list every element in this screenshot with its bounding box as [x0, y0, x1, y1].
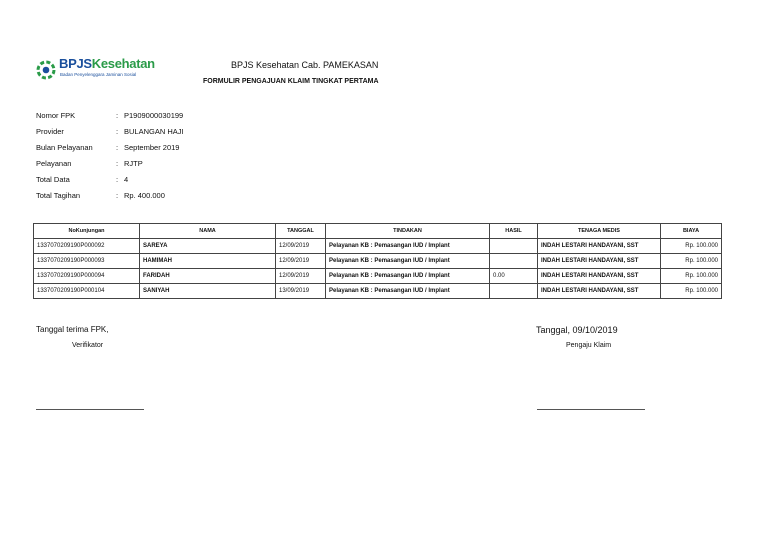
info-value: BULANGAN HAJI: [124, 127, 184, 136]
table-row: [34, 284, 722, 299]
col-header-tanggal: TANGGAL: [276, 224, 326, 239]
table-row: [34, 269, 722, 284]
cell-hasil: [490, 284, 538, 299]
cell-tenaga-medis: INDAH LESTARI HANDAYANI, SST: [538, 254, 661, 269]
col-header-tindakan: TINDAKAN: [326, 224, 490, 239]
cell-tanggal: 12/09/2019: [276, 254, 326, 269]
document-title: BPJS Kesehatan Cab. PAMEKASAN: [231, 60, 379, 70]
claimant-signature-line: [537, 409, 645, 410]
cell-tenaga-medis: INDAH LESTARI HANDAYANI, SST: [538, 269, 661, 284]
info-label: Total Data: [36, 175, 70, 184]
verifier-signature-line: [36, 409, 144, 410]
cell-tindakan: Pelayanan KB : Pemasangan IUD / Implant: [326, 239, 490, 254]
info-separator: :: [116, 111, 119, 120]
cell-nokunjungan: 1337070209190P000104: [34, 284, 140, 299]
cell-nama: FARIDAH: [140, 269, 276, 284]
info-value: RJTP: [124, 159, 143, 168]
cell-tanggal: 12/09/2019: [276, 269, 326, 284]
info-separator: :: [116, 143, 119, 152]
info-label: Nomor FPK: [36, 111, 76, 120]
col-header-biaya: BIAYA: [661, 224, 722, 239]
document-subtitle: FORMULIR PENGAJUAN KLAIM TINGKAT PERTAMA: [203, 78, 379, 85]
table-header-row: [34, 224, 722, 239]
cell-tanggal: 12/09/2019: [276, 239, 326, 254]
cell-tenaga-medis: INDAH LESTARI HANDAYANI, SST: [538, 239, 661, 254]
info-separator: :: [116, 159, 119, 168]
bpjs-logo: [36, 58, 166, 84]
claimant-label: Pengaju Klaim: [566, 342, 612, 349]
verifier-label: Verifikator: [72, 342, 104, 349]
logo-subtitle: Badan Penyelenggara Jaminan Sosial: [60, 72, 137, 77]
claims-table: [33, 223, 722, 299]
info-label: Pelayanan: [36, 159, 72, 168]
table-row: [34, 239, 722, 254]
info-separator: :: [116, 127, 119, 136]
cell-nama: SANIYAH: [140, 284, 276, 299]
cell-tanggal: 13/09/2019: [276, 284, 326, 299]
cell-nokunjungan: 1337070209190P000092: [34, 239, 140, 254]
col-header-tenaga-medis: TENAGA MEDIS: [538, 224, 661, 239]
cell-nokunjungan: 1337070209190P000093: [34, 254, 140, 269]
submission-date: Tanggal, 09/10/2019: [536, 325, 618, 335]
col-header-hasil: HASIL: [490, 224, 538, 239]
col-header-nama: NAMA: [140, 224, 276, 239]
cell-hasil: 0.00: [490, 269, 538, 284]
info-value: 4: [124, 175, 129, 184]
info-label: Bulan Pelayanan: [36, 143, 93, 152]
cell-nokunjungan: 1337070209190P000094: [34, 269, 140, 284]
info-label: Provider: [36, 127, 64, 136]
logo-brand-bpjs: BPJS: [59, 56, 92, 71]
cell-biaya: Rp. 100.000: [661, 239, 722, 254]
col-header-nokunjungan: NoKunjungan: [34, 224, 140, 239]
received-date-label: Tanggal terima FPK,: [36, 325, 109, 334]
info-value: P1909000030199: [124, 111, 184, 120]
cell-tindakan: Pelayanan KB : Pemasangan IUD / Implant: [326, 284, 490, 299]
table-row: [34, 254, 722, 269]
logo-brand-kesehatan: Kesehatan: [91, 56, 155, 71]
cell-tindakan: Pelayanan KB : Pemasangan IUD / Implant: [326, 254, 490, 269]
cell-tenaga-medis: INDAH LESTARI HANDAYANI, SST: [538, 284, 661, 299]
bpjs-emblem-icon: [36, 60, 56, 80]
cell-hasil: [490, 254, 538, 269]
info-value: September 2019: [124, 143, 180, 152]
cell-biaya: Rp. 100.000: [661, 254, 722, 269]
cell-biaya: Rp. 100.000: [661, 269, 722, 284]
info-value: Rp. 400.000: [124, 191, 165, 200]
info-separator: :: [116, 191, 119, 200]
cell-nama: SAREYA: [140, 239, 276, 254]
info-separator: :: [116, 175, 119, 184]
logo-brand: [59, 56, 155, 71]
cell-biaya: Rp. 100.000: [661, 284, 722, 299]
info-label: Total Tagihan: [36, 191, 81, 200]
cell-nama: HAMIMAH: [140, 254, 276, 269]
cell-tindakan: Pelayanan KB : Pemasangan IUD / Implant: [326, 269, 490, 284]
cell-hasil: [490, 239, 538, 254]
